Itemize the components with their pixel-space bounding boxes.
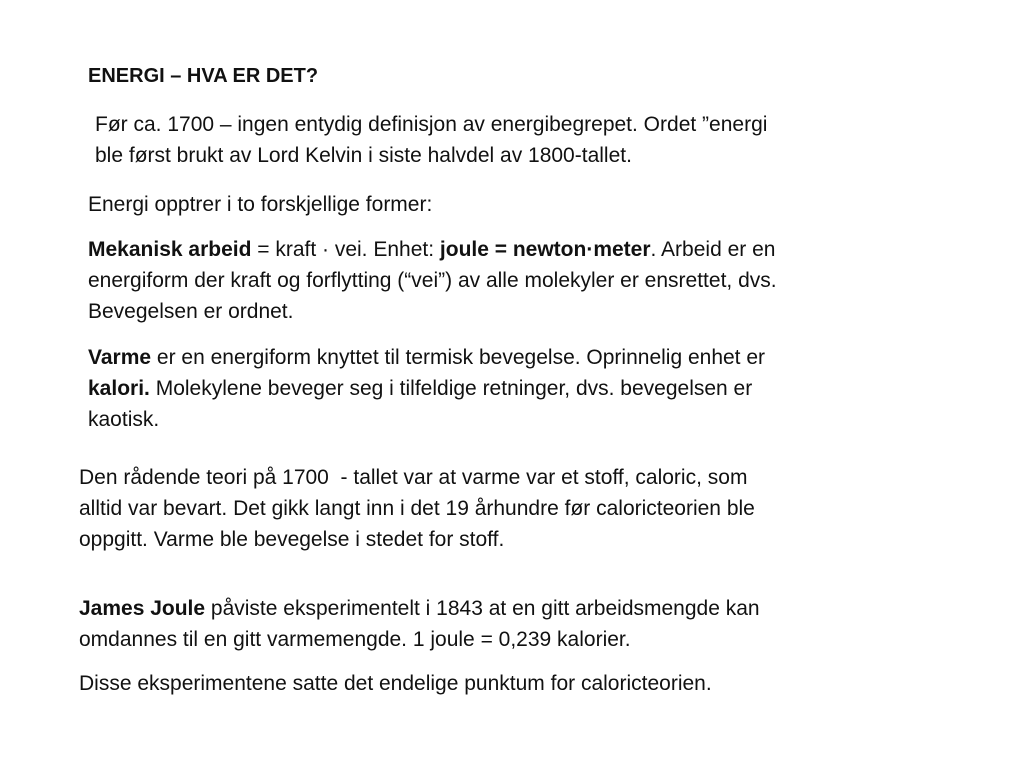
heat-unit: kalori. xyxy=(88,377,150,400)
mechanical-line-1 xyxy=(88,234,777,265)
caloric-line-1: Den rådende teori på 1700 - tallet var at varme var et stoff, caloric, som xyxy=(79,466,748,489)
joule-line-1-rest: påviste eksperimentelt i 1843 at en gitt arbeidsmengde kan xyxy=(205,597,760,620)
mechanical-unit: joule = newton·meter xyxy=(439,238,651,261)
caloric-line-3: oppgitt. Varme ble bevegelse i stedet for stoff. xyxy=(79,528,505,551)
heat-line-1 xyxy=(88,342,765,373)
mechanical-term: Mekanisk arbeid xyxy=(88,238,252,261)
joule-paragraph xyxy=(79,593,760,655)
heat-paragraph xyxy=(88,342,765,435)
joule-line-2: omdannes til en gitt varmemengde. 1 joule = 0,239 kalorier. xyxy=(79,628,631,651)
mechanical-line-2: energiform der kraft og forflytting (“vei”) av alle molekyler er ensrettet, dvs. xyxy=(88,269,777,292)
heat-line-1-rest: er en energiform knyttet til termisk bevegelse. Oprinnelig enhet er xyxy=(151,346,766,369)
forms-intro: Energi opptrer i to forskjellige former: xyxy=(88,193,433,216)
heat-line-2 xyxy=(88,373,765,404)
heat-line-2-rest: Molekylene beveger seg i tilfeldige retninger, dvs. bevegelsen er xyxy=(149,377,753,400)
slide-title: ENERGI – HVA ER DET? xyxy=(88,65,319,87)
intro-line-2: ble først brukt av Lord Kelvin i siste halvdel av 1800-tallet. xyxy=(95,144,632,167)
mechanical-line-1-rest: . Arbeid er en xyxy=(650,238,776,261)
joule-name: James Joule xyxy=(79,597,206,620)
mechanical-work-paragraph xyxy=(88,234,777,327)
intro-line-1: Før ca. 1700 – ingen entydig definisjon av energibegrepet. Ordet ”energi xyxy=(95,113,768,136)
caloric-line-2: alltid var bevart. Det gikk langt inn i det 19 århundre før caloricteorien ble xyxy=(79,497,755,520)
joule-line-1 xyxy=(79,593,760,624)
mechanical-definition: = kraft · vei. Enhet: xyxy=(251,238,440,261)
caloric-paragraph xyxy=(79,462,755,555)
heat-line-3: kaotisk. xyxy=(88,408,160,431)
heat-term: Varme xyxy=(88,346,152,369)
conclusion-paragraph: Disse eksperimentene satte det endelige punktum for caloricteorien. xyxy=(79,672,712,695)
intro-paragraph xyxy=(95,109,767,171)
mechanical-line-3: Bevegelsen er ordnet. xyxy=(88,300,294,323)
